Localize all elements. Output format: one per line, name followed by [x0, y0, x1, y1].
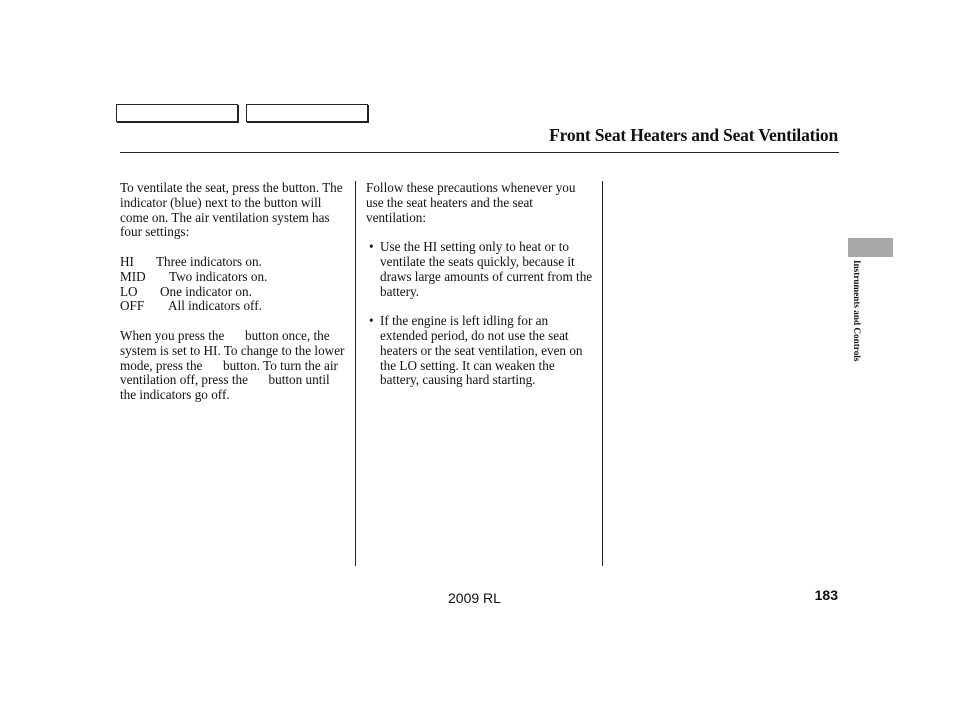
page-number: 183: [814, 587, 838, 603]
mode-row-hi: [120, 255, 345, 270]
mode-desc: One indicator on.: [160, 283, 252, 299]
paragraph-text: When you press the: [120, 327, 225, 343]
column-divider: [602, 181, 603, 566]
column-left: [120, 181, 345, 418]
column-right: [366, 181, 596, 403]
mode-name: OFF: [120, 298, 145, 314]
mode-name: MID: [120, 268, 146, 284]
mode-row-lo: [120, 285, 345, 300]
column-divider: [355, 181, 356, 566]
mode-desc: All indicators off.: [168, 298, 262, 314]
mode-desc: Two indicators on.: [169, 268, 268, 284]
section-label: Instruments and Controls: [852, 260, 862, 362]
nav-box-left[interactable]: [116, 104, 238, 122]
section-tab[interactable]: [848, 238, 893, 257]
mode-row-off: [120, 299, 345, 314]
paragraph-text: button once, the system is set to HI. To change to the lower mode, press the: [120, 327, 345, 373]
mode-name: HI: [120, 253, 134, 269]
nav-box-right[interactable]: [246, 104, 368, 122]
page-title: Front Seat Heaters and Seat Ventilation: [549, 125, 838, 145]
intro-paragraph: To ventilate the seat, press the button. The indicator (blue) next to the button will come on. The air ventilation system has four settings:: [120, 180, 343, 240]
paragraph-text: button until the indicators go off.: [120, 372, 330, 403]
mode-list: [120, 255, 345, 314]
mode-row-mid: [120, 270, 345, 285]
list-item: • Use the HI setting only to heat or to ventilate the seats quickly, because it draws large amounts of current from the battery.: [366, 240, 596, 299]
header-rule: [120, 152, 839, 153]
precautions-list: [366, 240, 596, 388]
mode-name: LO: [120, 283, 138, 299]
mode-desc: Three indicators on.: [156, 253, 262, 269]
operation-paragraph: [120, 329, 345, 403]
list-item: • If the engine is left idling for an extended period, do not use the seat heaters or the seat ventilation, even on the LO setting. It can weaken the battery, causing hard starting.: [366, 314, 596, 388]
footer-model: 2009 RL: [448, 590, 501, 606]
paragraph-text: button. To turn the air ventilation off, press the: [120, 357, 338, 388]
precautions-intro: Follow these precautions whenever you use the seat heaters and the seat ventilation:: [366, 180, 576, 225]
